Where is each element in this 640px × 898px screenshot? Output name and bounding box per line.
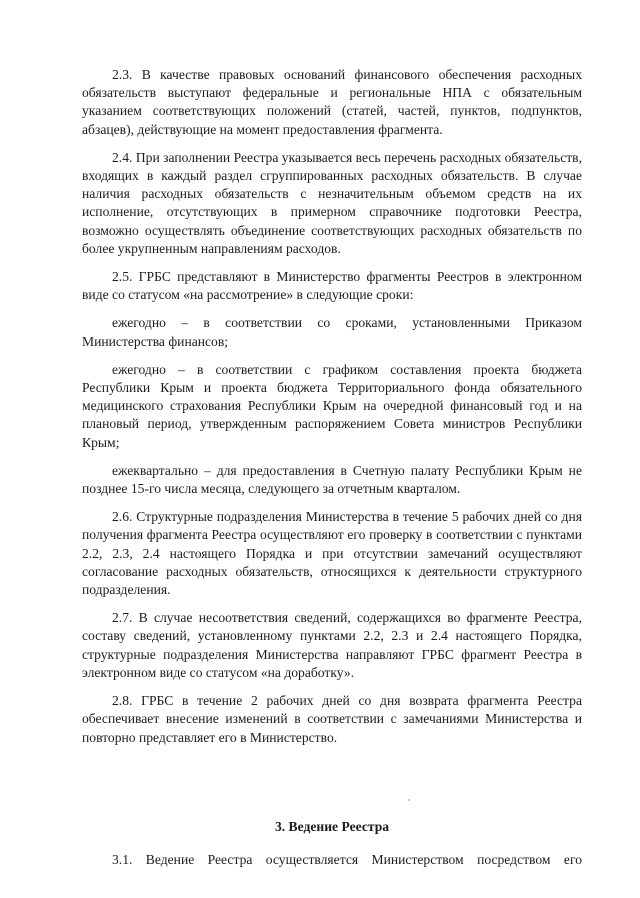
paragraph-2-3: 2.3. В качестве правовых оснований финансового обеспечения расходных обязательств выступают федеральные и региональные НПА с обязательным указанием соответствующих положений (статей, частей, пунктов, подпунктов, абзацев), действующие на момент предоставления фрагмента. bbox=[82, 67, 582, 137]
paragraph-3-1-start: 3.1. Ведение Реестра осуществляется Министерством посредством его bbox=[112, 852, 582, 867]
document-body bbox=[82, 66, 582, 747]
paragraph-2-8: 2.8. ГРБС в течение 2 рабочих дней со дня возврата фрагмента Реестра обеспечивает внесение изменений в соответствии с замечаниями Министерства и повторно представляет его в Министерство. bbox=[82, 693, 582, 745]
scan-speck bbox=[408, 799, 410, 801]
paragraph-2-5: 2.5. ГРБС представляют в Министерство фрагменты Реестров в электронном виде со статусом «на рассмотрение» в следующие сроки: bbox=[82, 269, 582, 303]
paragraph-2-6: 2.6. Структурные подразделения Министерства в течение 5 рабочих дней со дня получения фрагмента Реестра осуществляют его проверку в соответствии с пунктами 2.2, 2.3, 2.4 настоящего Порядка и при отсутствии замечаний осуществляют согласование расходных обязательств, относящихся к деятельности структурного подразделения. bbox=[82, 509, 582, 598]
paragraph-2-7: 2.7. В случае несоответствия сведений, содержащихся во фрагменте Реестра, составу сведений, установленному пунктами 2.2, 2.3 и 2.4 настоящего Порядка, структурные подразделения Министерства направляют ГРБС фрагмент Реестра в электронном виде со статусом «на доработку». bbox=[82, 610, 582, 680]
paragraph-annual-deadline: ежегодно – в соответствии со сроками, установленными Приказом Министерства финансов; bbox=[82, 315, 582, 349]
paragraph-quarterly: ежеквартально – для предоставления в Счетную палату Республики Крым не позднее 15-го числа месяца, следующего за отчетным кварталом. bbox=[82, 462, 582, 497]
paragraph-2-4: 2.4. При заполнении Реестра указывается весь перечень расходных обязательств, входящих в каждый раздел сгруппированных расходных обязательств. В случае наличия расходных обязательств с незначительным объемом средств на их исполнение, отсутствующих в примерном справочнике подготовки Реестра, возможно осуществлять объединение соответствующих расходных обязательств по более укрупненным направлениям расходов. bbox=[82, 149, 582, 256]
section-heading: 3. Ведение Реестра bbox=[274, 819, 390, 834]
paragraph-annual-schedule: ежегодно – в соответствии с графиком составления проекта бюджета Республики Крым и проекта бюджета Территориального фонда обязательного медицинского страхования Республики Крым на очередной финансовый год и на плановый период, утвержденным распоряжением Совета министров Республики Крым; bbox=[82, 361, 582, 450]
